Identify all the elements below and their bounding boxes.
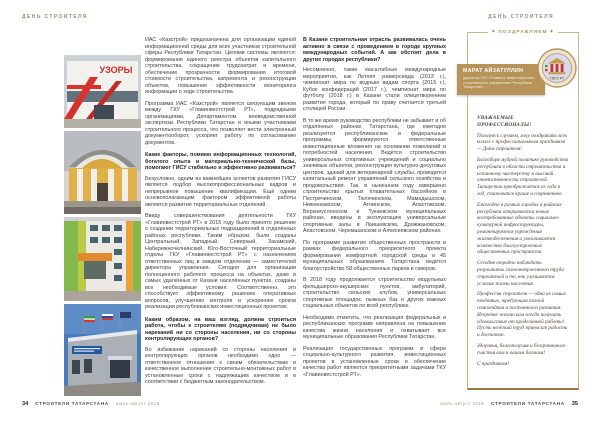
article-column-2 [303, 37, 446, 397]
photo-flags-building-art [64, 304, 141, 396]
photo-column [64, 55, 141, 396]
person-title: директор ГКУ «Главное инвестиционно-строительное управление Республики Татарстан» [463, 75, 536, 90]
running-head-right: ДЕНЬ СТРОИТЕЛЯ [488, 14, 554, 20]
gisu-rt-emblem-art [537, 48, 577, 88]
emblem-caption: ГИСУ РТ [549, 76, 565, 81]
paragraph: В 2018 году продолжается строительство модульных фельдшерско-акушерских пунктов, амбулаторий, строительство сельских клубов, универсальных спортивных площадок, лыжных баз и других важных социальных объектов по всей республике. [303, 277, 446, 309]
paragraph: В то же время руководство республики не забывает и об отдалённых районах Татарстана, где ежегодно реализуются республиканские и федеральные программы, формируются ответственные инвестиционные вложения на основании пожеланий и потребностей населения. Ведётся строительство универсальных спортивных учреждений и социально значимых объектов, реконструкция культурно-досуговых центров, зданий для ветеринарной службы, проводится капитальный ремонт управлений сельского хозяйства и продовольствия. Так, в нынешнем году завершено строительство крытых плавательных бассейнов в Пестречинском, Тюлячинском, Мамадышском, Нижнекамском, Атнинском, Апастовском, Верхнеуслонском и Тукаевском муниципальных районах, введены в эксплуатацию универсальные спортивные залы в Лаишевском, Дрожжановском, Апастовском, Черемшанском и Алексеевском районах. [303, 117, 446, 234]
footer-right [440, 401, 578, 407]
magazine-name: СТРОИТЕЛИ ТАТАРСТАНА [35, 401, 109, 406]
paragraph: Несомненно, такие масштабные международные мероприятия, как Летняя универсиада (2013 г.), чемпионат мира по водным видам спорта (2015 г.), Кубок конфедераций (2017 г.), чемпионат мира по футболу (2018 г.) в Казани стали олицетворением развития города, который по праву считается третьей столицей России. [303, 67, 446, 112]
photo-uzory-building-art [64, 55, 141, 128]
greeting-signoff: С праздником! [477, 360, 509, 367]
paragraph: Ввиду совершенствования деятельности ГКУ «Главинвестстрой РТ» в 2015 году было принято решение о создании территориальных подразделений в отдалённых районах республики. Таким образом, были созданы Центральный, Западный, Северный, Закамский, Набережночелнинский, Юго-Восточный территориальные отделы ГКУ «Главинвестстрой РТ» с назначением ответственных лиц в каждом отделении — заместителей директора управления. Сегодня для организации полноценного рабочего процесса на объектах, даже в самых удалённых от Казани населённых пунктах, созданы все необходимые условия. Соответственно, это способствует эффективному решению оперативных вопросов, улучшению контроля и ускорению сроков реализации республиканских инвестиционных проектов. [145, 213, 296, 310]
diamond-icon [550, 30, 554, 35]
russia-flag-icon [102, 314, 113, 320]
interview-question: Какие факторы, помимо информационных технологий, богатого опыта и материально-технической базы, помогают ГИСУ стабильно и эффективно развиваться? [145, 152, 296, 171]
greeting-paragraph: Профессия строителя — одна из самых почётных, требующая полной самоотдачи и постоянного развития. Искренне желаю вам всегда получать удовольствие от проделанной работы! Пусть нелёгкий труд приносит радость и достаток. [477, 291, 568, 339]
photo-flags-building [64, 304, 141, 396]
photo-uzory-building [64, 55, 141, 128]
issue-date: июль-август 2018 [115, 401, 160, 406]
paragraph: ИАС «Казстрой» предназначена для организации единой информационной среды для всех участников строительной сферы Республики Татарстан. Целями системы являются: формирование единого реестра объектов капитального строительства, сокращение трудозатрат и времени, обеспечение прозрачности формирования итоговой стоимости строительства, капремонта и реконструкции объектов, повышение эффективности мониторинга информации о ходе строительства. [145, 37, 296, 95]
article-column-1 [145, 37, 296, 399]
magazine-name: СТРОИТЕЛИ ТАТАРСТАНА [491, 401, 565, 406]
photo-columned-building [64, 131, 141, 214]
photo-colored-panels-building-art [64, 217, 141, 301]
running-head-left: ДЕНЬ СТРОИТЕЛЯ [22, 14, 88, 20]
municipal-flag-icon [120, 312, 131, 318]
greeting-paragraph: Здоровья, благополучия и безграничного счастья вам и вашим близким! [477, 342, 566, 356]
sidebar-tag [488, 29, 558, 35]
paragraph: Реализация государственных программ в сфере социально-культурного развития, инвестиционных проектов в установленные сроки и обеспечение качества работ являются приоритетными задачами ГКУ «Главинвестстрой РТ». [303, 345, 446, 378]
greeting-paragraph: Пользуясь случаем, хочу поздравить всех коллег с профессиональным праздником — Днём строителя! [477, 132, 568, 153]
diamond-icon [492, 30, 496, 35]
photo-colored-panels-building [64, 217, 141, 301]
gisu-rt-emblem-icon [537, 48, 577, 88]
paragraph: По программе развития общественных пространств в рамках федерального приоритетного проекта формирования комфортной городской среды в 45 муниципальных образованиях Татарстана ведётся благоустройство 58 общественных парков и скверов. [303, 239, 446, 272]
issue-date: июль-август 2018 [440, 401, 485, 406]
person-name-plate [457, 64, 545, 95]
interview-question: В Казани строительная отрасль развивалась очень активно в связи с проведением в городе крупных международных событий. А как обстоят дела в других городах республики? [303, 37, 446, 63]
congratulation-sidebar [463, 30, 579, 390]
greeting-paragraph: Ежегодно в разных городах и районах республики открываются новые востребованные объекты социально-культурной инфраструктуры, ремонтируются учреждения жизнеобеспечения и увеличивается количество благоустроенных общественных пространств. [477, 201, 562, 256]
greeting-heading: УВАЖАЕМЫЕ ПРОФЕССИОНАЛЫ! [477, 115, 532, 128]
paragraph: Программа ИАС «Казстрой» является связующим звеном между ГКУ «Главинвестстрой РТ», подрядными организациями, Департаментом вневедомственной экспертизы Республики Татарстан и иными участниками строительного процесса, что позволяет вести электронный документооборот, ускоряет работу по согласованию документов. [145, 100, 296, 146]
photo-columned-building-art [64, 131, 141, 214]
uzory-sign-text: УЗОРЫ [99, 65, 133, 75]
page-number-right: 35 [571, 401, 578, 407]
greeting-paragraph: Благодаря мудрой политике руководства республики в области строительства и истинному мастерству и высокой ответственности строителей Татарстан преображается из года в год, становится краше и современнее. [477, 156, 569, 197]
paragraph: Безусловно, одним из важнейших аспектов развития ГИСУ является подбор высокопрофессиональных кадров и непрерывное повышение квалификации. Ещё одним основополагающим фактором эффективной работы является развитие территориальных отделений. [145, 175, 296, 208]
interview-question: Каким образом, на ваш взгляд, должна строиться работа, чтобы к строителям (подрядчикам) не было нареканий ни со стороны населения, ни со стороны контролирующих органов? [145, 316, 296, 342]
paragraph: Во избежание нареканий со стороны населения и контролирующих органов необходимо одно — ответственное отношение к своим обязательствам и качественное выполнение строительно-монтажных работ в установленные сроки с надлежащим качеством и в соответствии с бюджетным законодательством. [145, 346, 296, 385]
footer-left [22, 401, 160, 407]
paragraph: Необходимо отметить, что реализация федеральных и республиканских программ направлена на повышение качества жизни населения и охватывает все муниципальные образования Республики Татарстан. [303, 314, 446, 340]
tatarstan-flag-icon [84, 316, 95, 322]
sidebar-tag-label: ПОЗДРАВЛЯЕМ [498, 30, 548, 35]
person-name: МАРАТ АЙЗАТУЛЛИН [463, 68, 524, 74]
greeting-paragraph: Сегодня отрадно наблюдать результаты самоотверженного труда строителей и то, как улучшаются условия жизни населения. [477, 260, 565, 287]
page-number-left: 34 [22, 401, 29, 407]
